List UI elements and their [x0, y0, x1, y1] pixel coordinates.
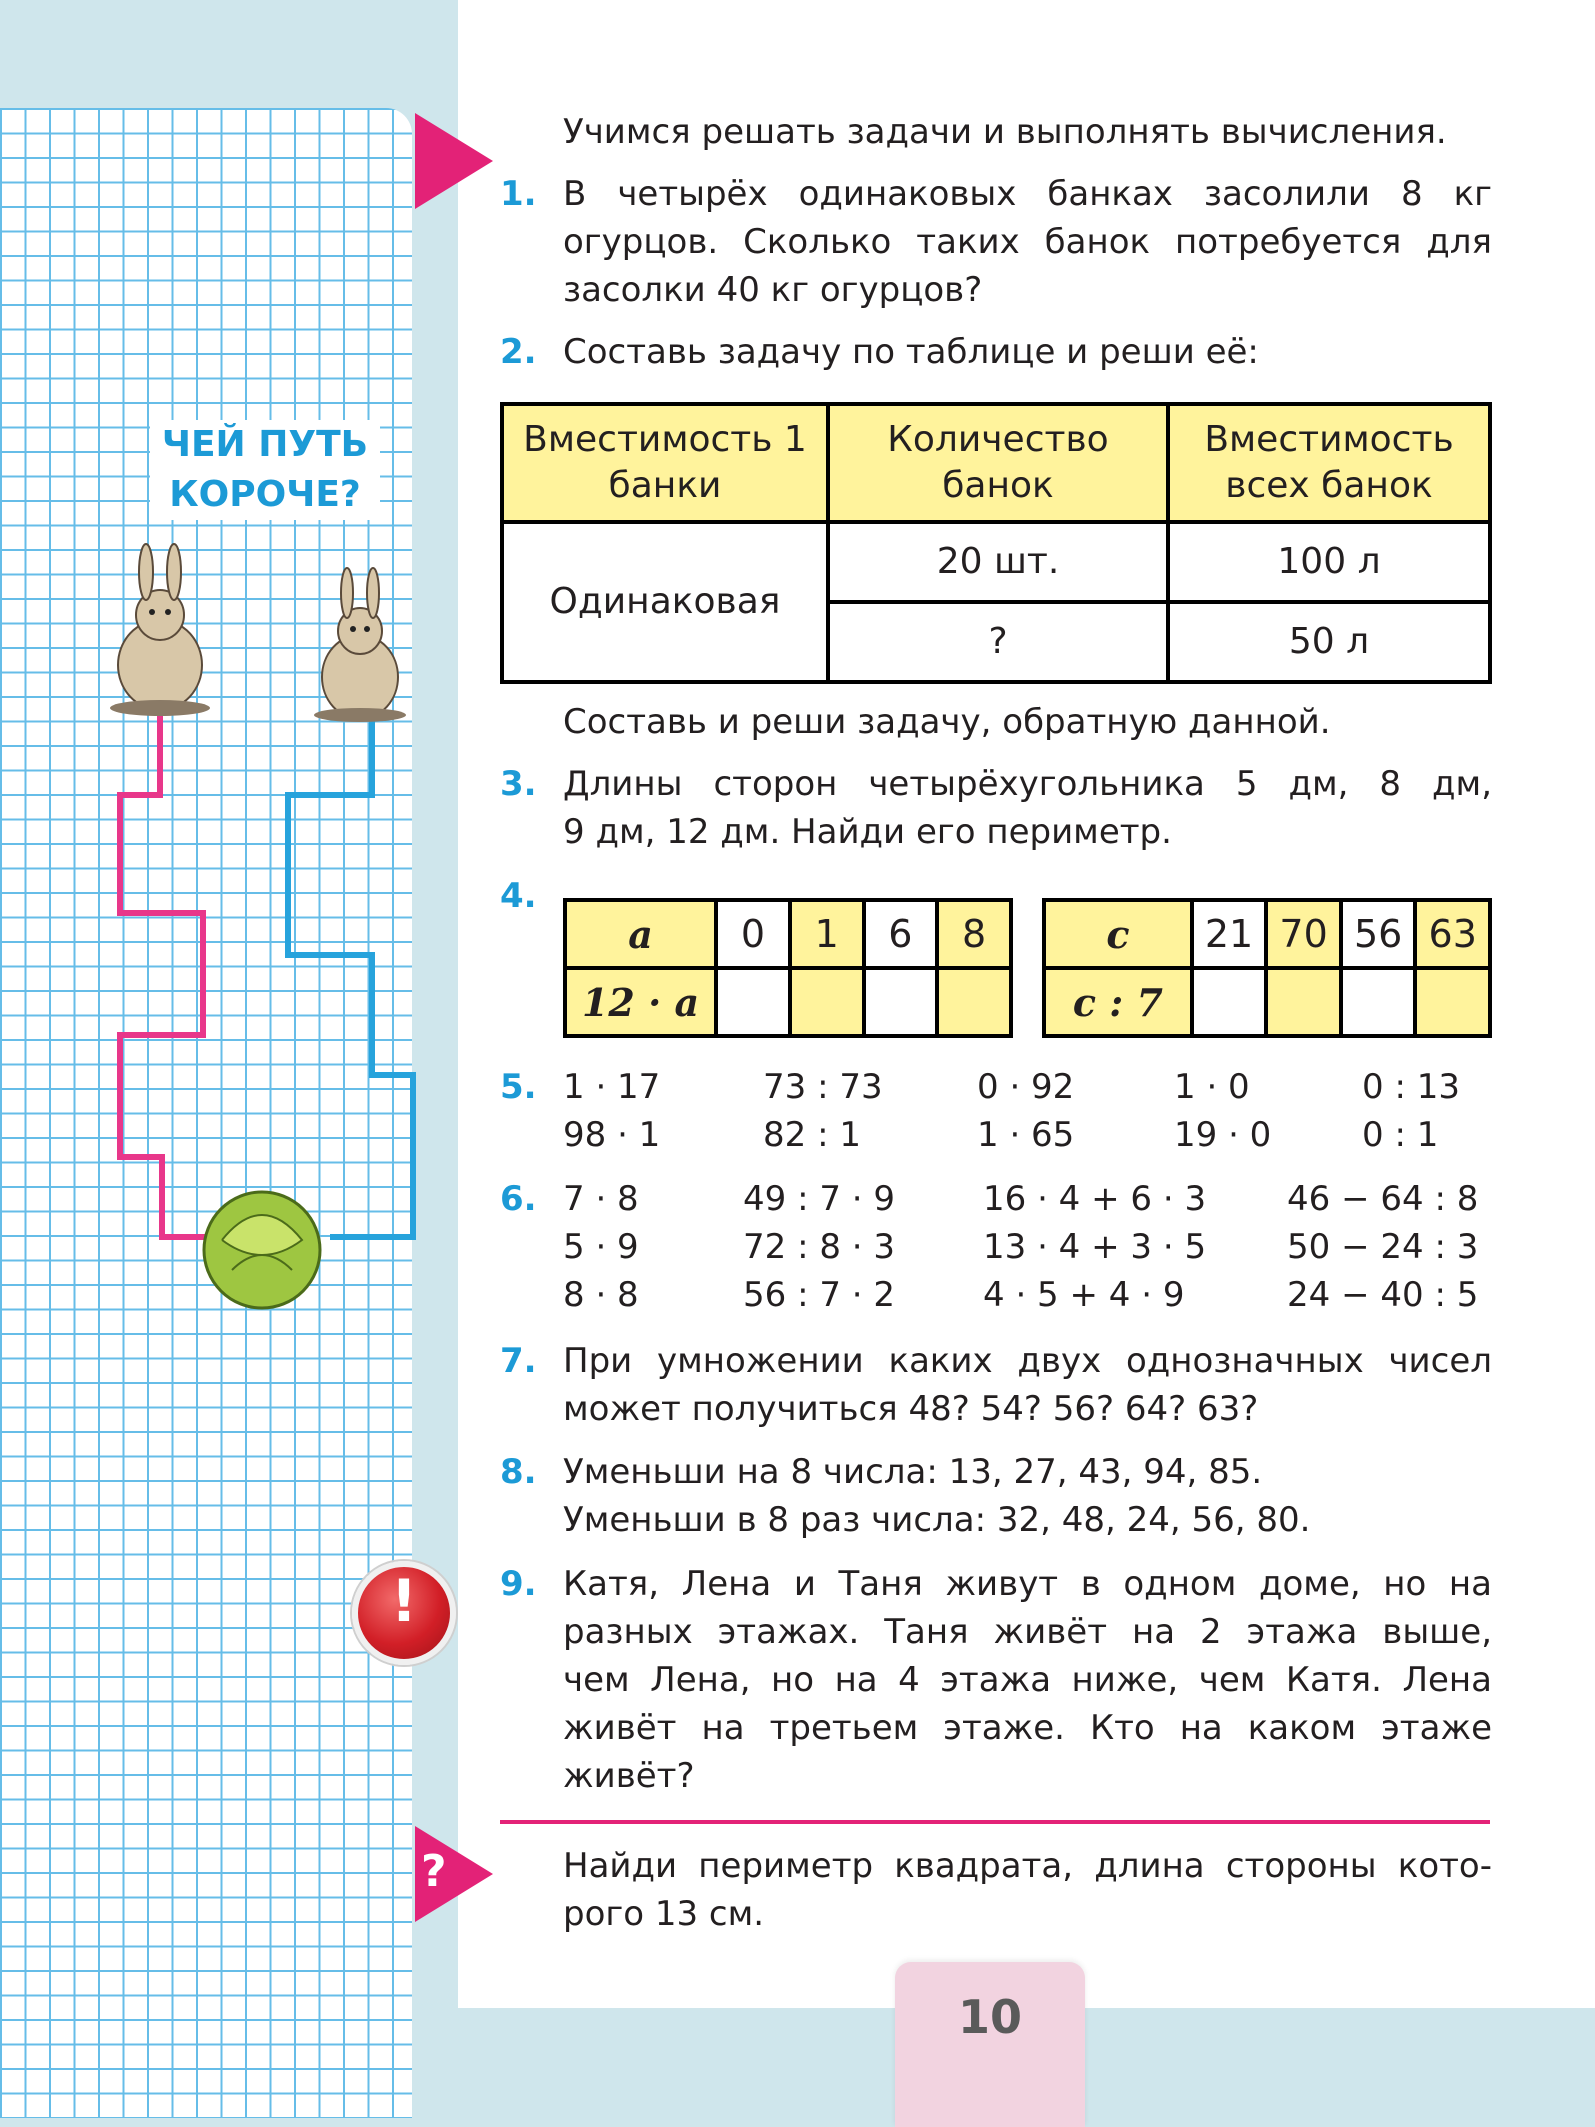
table-a-answer — [864, 968, 938, 1036]
page-number: 10 — [957, 1990, 1022, 2044]
task-1-line: В четырёх одинаковых банках засолили 8 кг — [563, 174, 1492, 214]
expression: 1 · 0 — [1174, 1067, 1250, 1107]
table-cell: ? — [828, 602, 1168, 682]
table-c-expr: c : 7 — [1044, 968, 1192, 1036]
expression: 8 · 8 — [563, 1275, 639, 1315]
task-4-number: 4. — [500, 876, 537, 916]
expression: 73 : 73 — [763, 1067, 883, 1107]
table-c-answer — [1192, 968, 1267, 1036]
table-c — [1042, 898, 1492, 1038]
task-1-number: 1. — [500, 174, 537, 214]
grid-title — [150, 420, 380, 520]
expression: 56 : 7 · 2 — [743, 1275, 896, 1315]
task-3-line: Длины сторон четырёхугольника 5 дм, 8 дм, — [563, 764, 1492, 804]
question-text — [563, 1842, 1492, 1938]
table-cell: 100 л — [1168, 522, 1490, 602]
table-header: Вместимость 1 банки — [502, 404, 828, 522]
expression: 0 : 13 — [1362, 1067, 1460, 1107]
task-8-number: 8. — [500, 1452, 537, 1492]
expression: 98 · 1 — [563, 1115, 661, 1155]
expression: 0 : 1 — [1362, 1115, 1439, 1155]
table-c-value: 21 — [1192, 900, 1267, 968]
table-a-value: 1 — [790, 900, 864, 968]
task-6-number: 6. — [500, 1179, 537, 1219]
table-a-answer — [716, 968, 790, 1036]
table-a-expr: 12 · a — [565, 968, 716, 1036]
task-7-line: При умножении каких двух однозначных чисел — [563, 1341, 1492, 1381]
task-9-text — [563, 1560, 1492, 1800]
question-line: рого 13 см. — [563, 1894, 765, 1934]
task-8-line: Уменьши в 8 раз числа: 32, 48, 24, 56, 80. — [563, 1500, 1311, 1540]
maze-illustration — [0, 0, 460, 2127]
task-9-number: 9. — [500, 1564, 537, 1604]
table-c-answer — [1415, 968, 1490, 1036]
task-2-number: 2. — [500, 332, 537, 372]
table-c-value: 63 — [1415, 900, 1490, 968]
task-7-line: может получиться 48? 54? 56? 64? 63? — [563, 1389, 1259, 1429]
rabbit-icon — [314, 568, 406, 722]
question-icon: ? — [421, 1846, 447, 1897]
expression: 1 · 17 — [563, 1067, 661, 1107]
expression: 4 · 5 + 4 · 9 — [983, 1275, 1185, 1315]
intro: Учимся решать задачи и выполнять вычисления. — [563, 112, 1447, 152]
page-number-tab — [895, 1962, 1085, 2127]
table-a — [563, 898, 1013, 1038]
task-5-number: 5. — [500, 1067, 537, 1107]
task-7-text — [563, 1337, 1492, 1433]
table-c-value: 70 — [1266, 900, 1341, 968]
task-9-line: разных этажах. Таня живёт на 2 этажа выше, — [563, 1612, 1492, 1652]
grid-title-line2: КОРОЧЕ? — [169, 474, 361, 515]
expression: 46 − 64 : 8 — [1287, 1179, 1479, 1219]
task-9-line: живёт? — [563, 1756, 695, 1796]
task-2-text: Составь задачу по таблице и реши её: — [563, 332, 1259, 372]
task-9-line: живёт на третьем этаже. Кто на каком этаже — [563, 1708, 1492, 1748]
table-a-var: a — [565, 900, 716, 968]
expression: 13 · 4 + 3 · 5 — [983, 1227, 1207, 1267]
table-a-value: 8 — [937, 900, 1011, 968]
table-c-answer — [1341, 968, 1416, 1036]
exclamation-mark: ! — [390, 1567, 418, 1635]
table-header: Количество банок — [828, 404, 1168, 522]
task-1-line: засолки 40 кг огурцов? — [563, 270, 983, 310]
table-cell: 20 шт. — [828, 522, 1168, 602]
expression: 16 · 4 + 6 · 3 — [983, 1179, 1207, 1219]
table-a-value: 0 — [716, 900, 790, 968]
task-6-col — [983, 1175, 1206, 1319]
task-3-number: 3. — [500, 764, 537, 804]
rabbit-icon — [110, 544, 210, 716]
task-8-text — [563, 1448, 1492, 1544]
table-cell: 50 л — [1168, 602, 1490, 682]
table-a-value: 6 — [864, 900, 938, 968]
table-c-var: c — [1044, 900, 1192, 968]
task-9-line: чем Лена, но на 4 этажа ниже, чем Катя. Лена — [563, 1660, 1492, 1700]
expression: 50 − 24 : 3 — [1287, 1227, 1479, 1267]
expression: 5 · 9 — [563, 1227, 639, 1267]
expression: 0 · 92 — [977, 1067, 1075, 1107]
divider — [500, 1820, 1490, 1824]
pointer-triangle-icon — [415, 113, 493, 209]
task-2-after: Составь и реши задачу, обратную данной. — [563, 702, 1331, 742]
task-3-line: 9 дм, 12 дм. Найди его периметр. — [563, 812, 1172, 852]
task-5-col — [977, 1063, 1074, 1159]
capacity-table — [500, 402, 1492, 684]
expression: 82 : 1 — [763, 1115, 861, 1155]
cabbage-icon — [204, 1192, 320, 1308]
table-c-answer — [1266, 968, 1341, 1036]
table-c-value: 56 — [1341, 900, 1416, 968]
task-9-line: Катя, Лена и Таня живут в одном доме, но на — [563, 1564, 1492, 1604]
expression: 7 · 8 — [563, 1179, 639, 1219]
task-6-col — [563, 1175, 639, 1319]
task-1-line: огурцов. Сколько таких банок потребуется для — [563, 222, 1492, 262]
table-a-answer — [937, 968, 1011, 1036]
table-header: Вместимость всех банок — [1168, 404, 1490, 522]
table-cell-capacity: Одинаковая — [502, 522, 828, 682]
task-8-line: Уменьши на 8 числа: 13, 27, 43, 94, 85. — [563, 1452, 1263, 1492]
task-3-text — [563, 760, 1492, 856]
task-7-number: 7. — [500, 1341, 537, 1381]
task-5-col — [563, 1063, 660, 1159]
task-5-col — [1362, 1063, 1460, 1159]
expression: 72 : 8 · 3 — [743, 1227, 896, 1267]
pink-path — [120, 712, 215, 1237]
expression: 49 : 7 · 9 — [743, 1179, 896, 1219]
task-1-text — [563, 170, 1492, 314]
task-6-col — [743, 1175, 895, 1319]
question-line: Найди периметр квадрата, длина стороны кото- — [563, 1846, 1492, 1886]
expression: 24 − 40 : 5 — [1287, 1275, 1479, 1315]
expression: 1 · 65 — [977, 1115, 1075, 1155]
task-6-col — [1287, 1175, 1478, 1319]
task-5-col — [763, 1063, 883, 1159]
task-5-col — [1174, 1063, 1271, 1159]
grid-title-line1: ЧЕЙ ПУТЬ — [161, 424, 369, 465]
blue-path — [288, 712, 413, 1237]
expression: 19 · 0 — [1174, 1115, 1272, 1155]
table-a-answer — [790, 968, 864, 1036]
